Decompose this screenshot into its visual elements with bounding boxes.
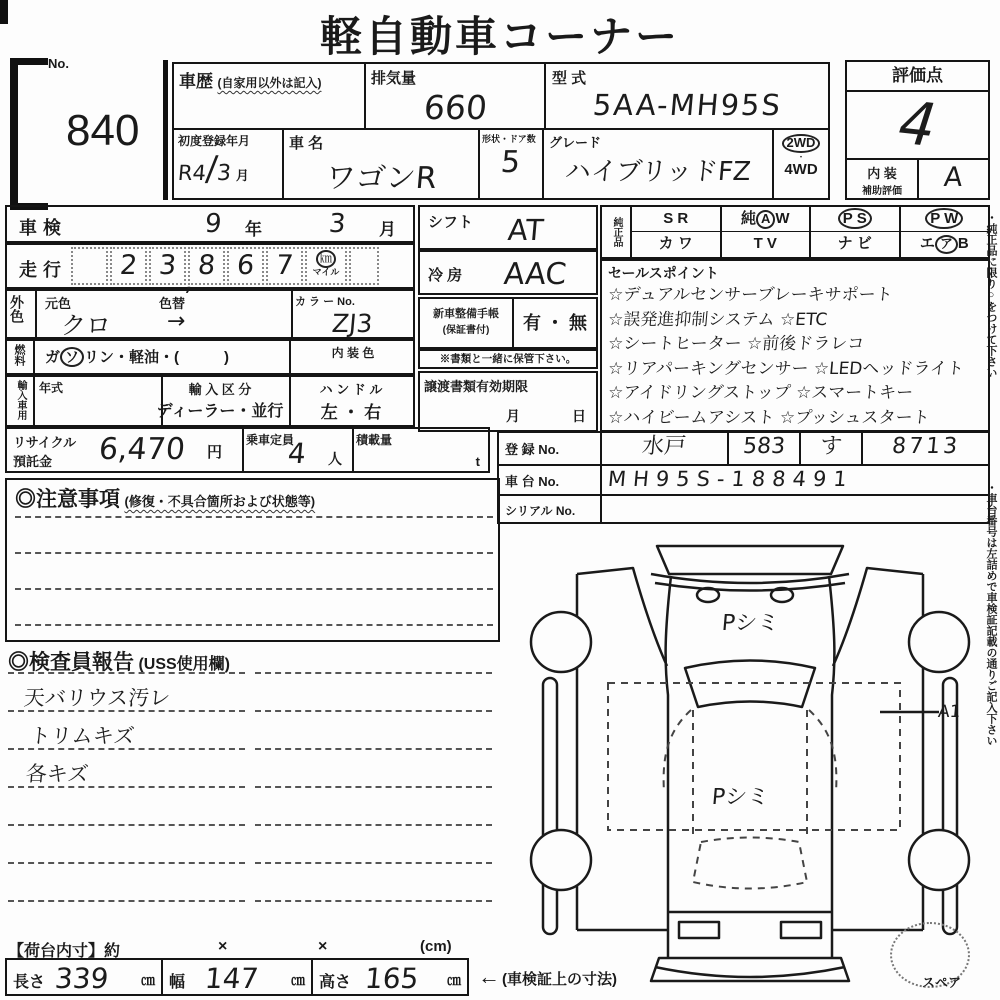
handle-cell xyxy=(289,377,413,425)
times-sign: × xyxy=(218,938,228,955)
times-sign: × xyxy=(318,938,328,955)
transfer-day: 日 xyxy=(572,408,586,424)
drive-sep: ・ xyxy=(796,151,806,162)
ac-label: 冷 房 xyxy=(428,267,463,284)
car-name-cell xyxy=(282,128,480,200)
orig-color-value: クロ xyxy=(59,311,113,340)
oem-airbag: エ ア B xyxy=(899,232,989,257)
color-change-label: 色替 xyxy=(159,296,186,311)
length-value: 339 xyxy=(53,962,110,995)
capacity-unit: 人 xyxy=(328,451,342,467)
recycle-unit: 円 xyxy=(207,444,223,461)
first-registration-label: 初度登録年月 xyxy=(178,134,251,148)
import-side-label: 輸入車用 xyxy=(15,380,26,420)
odometer-digit-cell: 6 xyxy=(227,247,264,285)
oem-aw: 純 A W xyxy=(720,207,810,232)
transfer-docs-cell xyxy=(418,371,598,432)
sales-point-line: ☆シートヒーター ☆前後ドラレコ xyxy=(607,334,866,354)
drive-4wd: 4WD xyxy=(784,160,818,178)
interior-score-value: A xyxy=(942,162,965,193)
score-label: 評価点 xyxy=(847,62,988,92)
recycle-cell xyxy=(7,429,244,471)
shift-cell xyxy=(418,205,598,250)
odometer-label: 走行 xyxy=(19,260,67,280)
oem-airbag-circle: ア xyxy=(935,235,958,254)
dashed-line xyxy=(8,900,245,902)
capacity-label: 乗車定員 xyxy=(246,433,295,447)
first-registration-cell xyxy=(172,128,284,200)
model-code-value: 5AA-MH95S xyxy=(591,88,783,122)
oem-side-label: 純正品 xyxy=(611,217,622,247)
dashed-line xyxy=(255,900,492,902)
odometer-blank-cell xyxy=(349,247,379,285)
shift-label: シフト xyxy=(428,214,474,231)
registration-class: 583 xyxy=(729,433,801,464)
doors-label: 形状・ドア数 xyxy=(482,134,536,144)
registration-kana: す xyxy=(801,433,863,464)
oem-leather: カ ワ xyxy=(630,232,720,257)
registration-area: 水戸 xyxy=(602,433,729,464)
color-no-value: ZJ3 xyxy=(330,309,374,338)
import-division-value: ディーラー・並行 xyxy=(156,403,284,420)
margin-note-oem: ・純正品に限り○をつけて下さい xyxy=(985,212,997,378)
diagram-stain-roof: Pシミ xyxy=(710,785,771,810)
capacity-cell xyxy=(242,429,354,471)
oem-tv: T V xyxy=(720,232,810,257)
caution-box xyxy=(5,478,500,642)
oem-sr: S R xyxy=(630,207,720,232)
sales-points-label: セールスポイント xyxy=(608,265,719,281)
length-cell xyxy=(5,958,163,996)
oem-aw-circle: A xyxy=(756,210,775,229)
odometer-comma: , xyxy=(183,267,195,297)
keep-documents-note: ※書類と一緒に保管下さい。 xyxy=(418,349,598,369)
serial-row xyxy=(499,496,988,524)
cargo-dims-header: 【荷台内寸】約 xyxy=(8,943,121,960)
load-label: 積載量 xyxy=(356,433,393,447)
serial-value xyxy=(602,496,988,524)
first-registration-slash: / xyxy=(204,149,220,189)
grade-cell xyxy=(542,128,774,200)
color-cell xyxy=(35,291,293,340)
ac-value: AAC xyxy=(502,257,568,292)
dashed-line xyxy=(8,862,245,864)
oem-ps xyxy=(809,207,899,232)
dashed-line xyxy=(8,824,245,826)
color-no-label: カ ラ ー No. xyxy=(295,296,355,308)
height-value: 165 xyxy=(363,962,420,995)
dashed-line xyxy=(255,862,492,864)
scan-corner-mark xyxy=(0,0,8,24)
fuel-pre: ガ xyxy=(45,349,61,366)
first-registration-era: R4 xyxy=(176,161,208,185)
shaken-month-value: 3 xyxy=(327,209,347,239)
caution-title: ◎注意事項 xyxy=(15,488,120,511)
odometer-digit-cell: 7 xyxy=(266,247,303,285)
inspector-line: 天バリウス汚レ xyxy=(22,686,172,710)
sales-points-box xyxy=(600,259,990,432)
height-label: 高さ xyxy=(319,974,352,991)
odometer-digit-cell: 2 xyxy=(110,247,147,285)
lot-number: 840 xyxy=(66,106,140,155)
fuel-selected-circle: ソ xyxy=(60,347,84,367)
displacement-label: 排気量 xyxy=(371,70,417,87)
capacity-value: 4 xyxy=(286,437,308,470)
oem-pw-circle: P W xyxy=(925,208,963,229)
dashed-line xyxy=(255,824,492,826)
dashed-line xyxy=(15,624,493,626)
oem-grid xyxy=(600,205,990,259)
length-label: 長さ xyxy=(13,974,46,991)
dashed-line xyxy=(15,588,493,590)
sales-point-line: ☆デュアルセンサーブレーキサポート xyxy=(607,285,894,305)
import-year-label: 年式 xyxy=(39,381,64,395)
odometer-row xyxy=(5,243,415,297)
service-book-value: 有 ・ 無 xyxy=(522,313,587,333)
car-name-label: 車 名 xyxy=(289,135,324,152)
load-unit: t xyxy=(475,454,480,469)
fuel-row xyxy=(5,339,415,375)
inspector-line: 各キズ xyxy=(24,762,90,786)
chassis-label: 車 台 No. xyxy=(499,466,602,494)
dashed-line xyxy=(255,710,492,712)
doors-value: 5 xyxy=(499,145,523,180)
import-division-label: 輸 入 区 分 xyxy=(188,382,252,397)
margin-note-chassis: ・車台番号は左詰めで車検証記載の通りご記入下さい xyxy=(985,482,997,746)
drive-type-cell xyxy=(772,128,830,200)
odometer-unit-cell xyxy=(305,247,347,285)
displacement-cell xyxy=(364,62,546,130)
inspector-line: トリムキズ xyxy=(28,724,136,748)
interior-score-row xyxy=(847,158,988,200)
shaken-year-suffix: 年 xyxy=(245,220,262,239)
diagram-marker-a1: A1 xyxy=(937,702,962,722)
width-value: 147 xyxy=(203,962,260,995)
dashed-line xyxy=(255,672,492,674)
oem-pw xyxy=(899,207,989,232)
km-unit: ㎞ xyxy=(316,250,336,268)
service-book-note: (保証書付) xyxy=(442,325,490,336)
shift-value: AT xyxy=(506,213,545,247)
fuel-post: リン・軽油・( ) xyxy=(84,349,230,366)
mile-unit: マイル xyxy=(312,266,340,277)
chassis-row xyxy=(499,466,988,496)
exterior-color-row xyxy=(5,289,415,339)
import-division-cell xyxy=(151,377,291,425)
lot-no-label: No. xyxy=(48,56,69,71)
doors-cell xyxy=(478,128,544,200)
import-year-cell xyxy=(33,377,163,429)
width-label: 幅 xyxy=(169,974,186,991)
sales-point-line: ☆ハイビームアシスト ☆プッシュスタート xyxy=(607,407,931,428)
odometer-digit-cell: 8 xyxy=(188,247,225,285)
interior-score-label: 内 装 補助評価 xyxy=(847,160,919,200)
caution-note: (修復・不具合箇所および状態等) xyxy=(124,494,316,509)
odometer-digit-cell xyxy=(71,247,108,285)
model-code-label: 型 式 xyxy=(552,70,587,87)
divider xyxy=(163,60,168,200)
height-cell xyxy=(311,958,469,996)
model-code-cell xyxy=(544,62,830,130)
service-book-label: 新車整備手帳 xyxy=(433,308,499,320)
dashed-line xyxy=(8,672,245,674)
sales-point-line: ☆リアパーキングセンサー ☆LEDヘッドライト xyxy=(607,358,965,379)
dashed-line xyxy=(15,516,493,518)
sales-point-line: ☆アイドリングストップ ☆スマートキー xyxy=(607,383,914,403)
registration-label: 登 録 No. xyxy=(499,433,602,464)
orig-color-label: 元色 xyxy=(45,296,72,311)
service-book-label-cell xyxy=(420,299,514,347)
transfer-month: 月 xyxy=(506,408,520,424)
dashed-line xyxy=(15,552,493,554)
chassis-value: MH95S-188491 xyxy=(606,467,855,491)
history-label: 車歴 xyxy=(179,72,213,91)
page-title: 軽自動車コーナー xyxy=(319,13,680,60)
shaken-label: 車検 xyxy=(19,218,67,238)
sales-point-line: ☆誤発進抑制システム ☆ETC xyxy=(607,309,829,330)
color-change-value: → xyxy=(165,309,187,334)
dims-arrow-note: (車検証上の寸法) xyxy=(502,971,617,988)
service-book-cell xyxy=(418,297,598,349)
car-name-value: ワゴンR xyxy=(323,161,438,196)
score-value-area xyxy=(847,88,988,160)
handle-label: ハ ン ド ル xyxy=(319,382,383,397)
caution-title-row xyxy=(7,480,498,513)
displacement-value: 660 xyxy=(421,88,489,127)
arrow-icon: ← xyxy=(478,964,500,989)
interior-score-value-cell xyxy=(919,160,988,200)
oem-ps-circle: P S xyxy=(838,208,872,229)
ac-cell xyxy=(418,250,598,295)
registration-number: 8713 xyxy=(890,434,961,459)
import-row xyxy=(5,375,415,427)
shaken-year-value: 9 xyxy=(203,209,223,239)
transfer-docs-label: 譲渡書類有効期限 xyxy=(424,379,529,394)
history-note: (自家用以外は記入) xyxy=(217,76,322,90)
oem-navi: ナ ビ xyxy=(809,232,899,257)
grade-label: グレード xyxy=(549,135,602,150)
shaken-row xyxy=(5,205,415,243)
handle-value: 左 ・ 右 xyxy=(320,403,382,422)
registration-row xyxy=(499,433,988,466)
diagram-stain-front: Pシミ xyxy=(720,611,781,636)
load-cell xyxy=(352,429,488,471)
serial-label: シリアル No. xyxy=(499,496,602,524)
dashed-line xyxy=(255,786,492,788)
exterior-color-side-label: 外色 xyxy=(9,295,25,323)
fuel-cell xyxy=(33,341,301,378)
score-value: 4 xyxy=(888,88,947,160)
first-registration-month: 3 xyxy=(216,161,233,186)
inspector-note: (USS使用欄) xyxy=(138,656,231,673)
dashed-line xyxy=(255,748,492,750)
color-no-cell xyxy=(291,291,413,337)
odometer-cells xyxy=(71,247,381,285)
grade-value: ハイブリッドFZ xyxy=(563,157,753,187)
height-unit: ㎝ xyxy=(447,972,461,988)
history-cell xyxy=(172,62,366,130)
registration-block xyxy=(497,431,990,524)
shaken-month-suffix: 月 xyxy=(379,220,396,239)
length-unit: ㎝ xyxy=(141,972,155,988)
lot-bracket xyxy=(10,58,48,210)
width-cell xyxy=(161,958,313,996)
cm-note: (cm) xyxy=(420,938,452,955)
month-suffix: 月 xyxy=(235,168,249,183)
drive-2wd-circled: 2WD xyxy=(782,134,821,153)
recycle-row xyxy=(5,427,490,473)
odometer-digit-cell: 3 xyxy=(149,247,186,285)
score-box xyxy=(845,60,990,200)
spare-label: スペア xyxy=(922,975,962,990)
width-unit: ㎝ xyxy=(291,972,305,988)
interior-color-cell: 内 装 色 xyxy=(289,341,415,376)
recycle-label: リサイクル 預託金 xyxy=(13,435,77,469)
fuel-side-label: 燃料 xyxy=(13,344,25,366)
recycle-value: 6,470 xyxy=(97,432,187,467)
inspector-title: ◎検査員報告 xyxy=(8,651,134,674)
